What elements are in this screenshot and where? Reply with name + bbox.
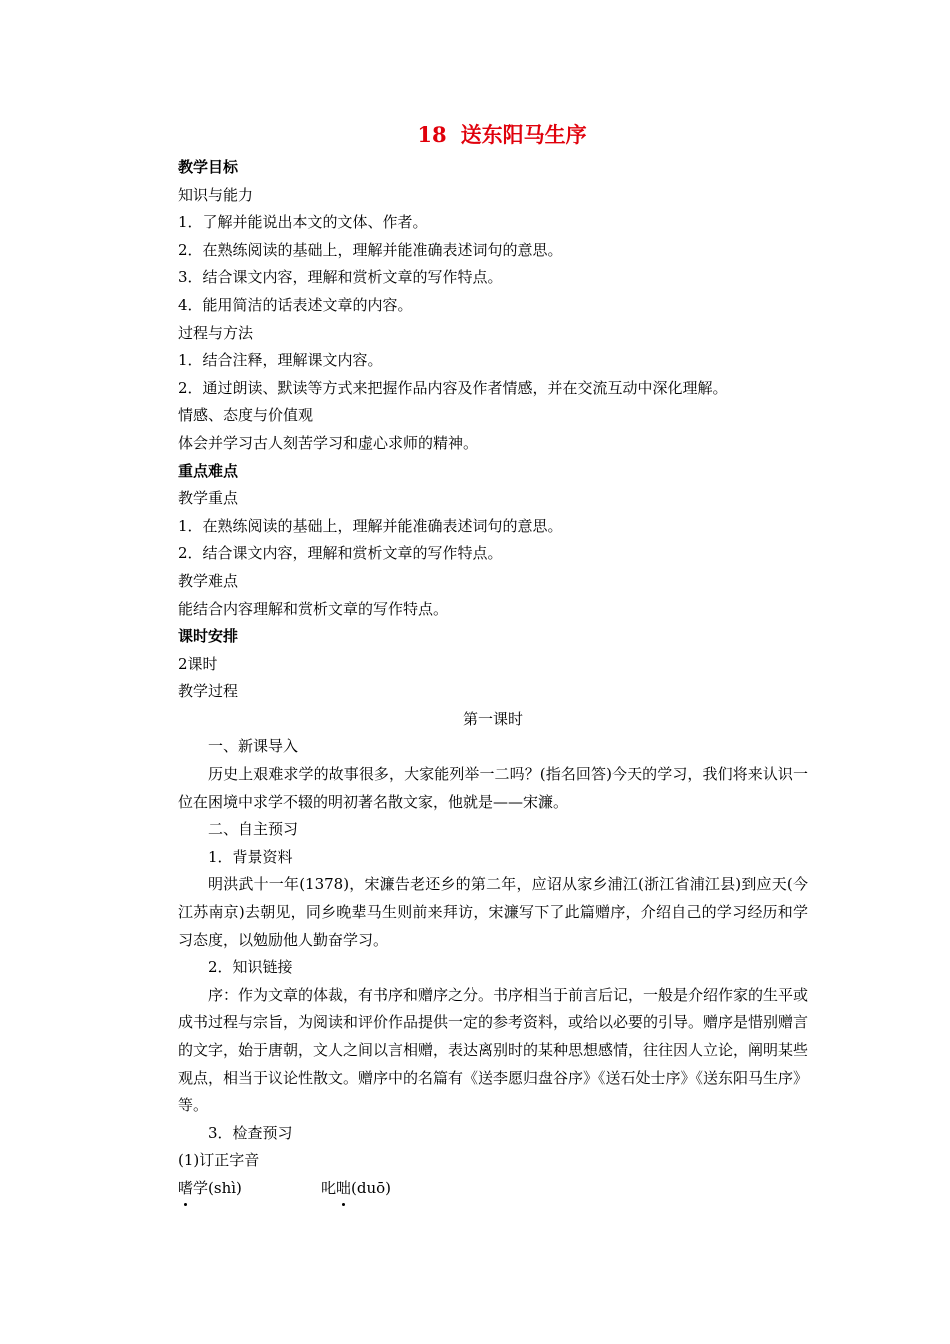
goal-item: 2．在熟练阅读的基础上，理解并能准确表述词句的意思。 [178,240,563,259]
document-page [178,120,808,1203]
emphasis-dotted-char: 咄 [336,1175,351,1203]
difficulty-item: 能结合内容理解和赏析文章的写作特点。 [178,599,449,618]
goals-heading: 教学目标 [178,158,239,176]
pronunciation-word [321,1175,391,1203]
pronunciation-subheading: (1)订正字音 [178,1151,260,1170]
knowledge-link-heading: 2．知识链接 [208,958,293,977]
lesson-title: 送东阳马生序 [460,122,587,147]
goal-item: 4．能用简洁的话表述文章的内容。 [178,295,413,314]
check-preview-heading: 3．检查预习 [208,1123,293,1142]
knowledge-link-paragraph: 序：作为文章的体裁，有书序和赠序之分。书序相当于前言后记，一般是介绍作家的生平或成书过程与宗旨，为阅读和评价作品提供一定的参考资料，或给以必要的引导。赠序是惜别赠言的文字，始于唐朝，文人之间以言相赠，表达离别时的某种思想感情，往往因人立论，阐明某些观点，相当于议论性散文。赠序中的名篇有《送李愿归盘谷序》《送石处士序》《送东阳马生序》等。 [178,985,809,1115]
goal-item: 体会并学习古人刻苦学习和虚心求师的精神。 [178,433,479,452]
schedule-heading: 课时安排 [178,627,239,646]
schedule-value: 2课时 [178,654,218,673]
goal-item: 3．结合课文内容，理解和赏析文章的写作特点。 [178,268,503,287]
intro-paragraph: 历史上艰难求学的故事很多，大家能列举一二吗？(指名回答)今天的学习，我们将来认识一位在困境中求学不辍的明初著名散文家，他就是——宋濂。 [178,765,808,811]
intro-heading: 一、新课导入 [208,737,299,756]
key-points-subheading: 教学重点 [178,489,239,508]
word-rest: 学 [193,1178,209,1197]
word-pinyin: (shì) [208,1178,242,1197]
process-heading: 教学过程 [178,682,239,701]
page-title [178,120,808,150]
key-point-item: 1．在熟练阅读的基础上，理解并能准确表述词句的意思。 [178,516,563,535]
word-pinyin: (duō) [351,1178,392,1197]
background-heading: 1．背景资料 [208,847,293,866]
preview-heading: 二、自主预习 [208,820,299,839]
lesson-number: 18 [417,122,447,147]
goals-subheading-process: 过程与方法 [178,323,254,342]
difficulty-subheading: 教学难点 [178,571,239,590]
goals-subheading-knowledge: 知识与能力 [178,185,254,204]
key-points-heading: 重点难点 [178,461,239,480]
pronunciation-row [178,1175,808,1203]
goals-subheading-values: 情感、态度与价值观 [178,406,314,425]
goal-item: 1．结合注释，理解课文内容。 [178,351,383,370]
goal-item: 1．了解并能说出本文的文体、作者。 [178,213,428,232]
word-plain: 叱 [321,1178,337,1197]
pronunciation-word [178,1175,242,1203]
emphasis-dotted-char: 嗜 [178,1175,193,1203]
lesson-one-heading: 第一课时 [462,709,523,728]
goal-item: 2．通过朗读、默读等方式来把握作品内容及作者情感，并在交流互动中深化理解。 [178,378,728,397]
background-paragraph: 明洪武十一年(1378)，宋濂告老还乡的第二年，应诏从家乡浦江(浙江省浦江县)到应天(今江苏南京)去朝见，同乡晚辈马生则前来拜访，宋濂写下了此篇赠序，介绍自己的学习经历和学习态度，以勉励他人勤奋学习。 [178,875,808,949]
key-point-item: 2．结合课文内容，理解和赏析文章的写作特点。 [178,544,503,563]
